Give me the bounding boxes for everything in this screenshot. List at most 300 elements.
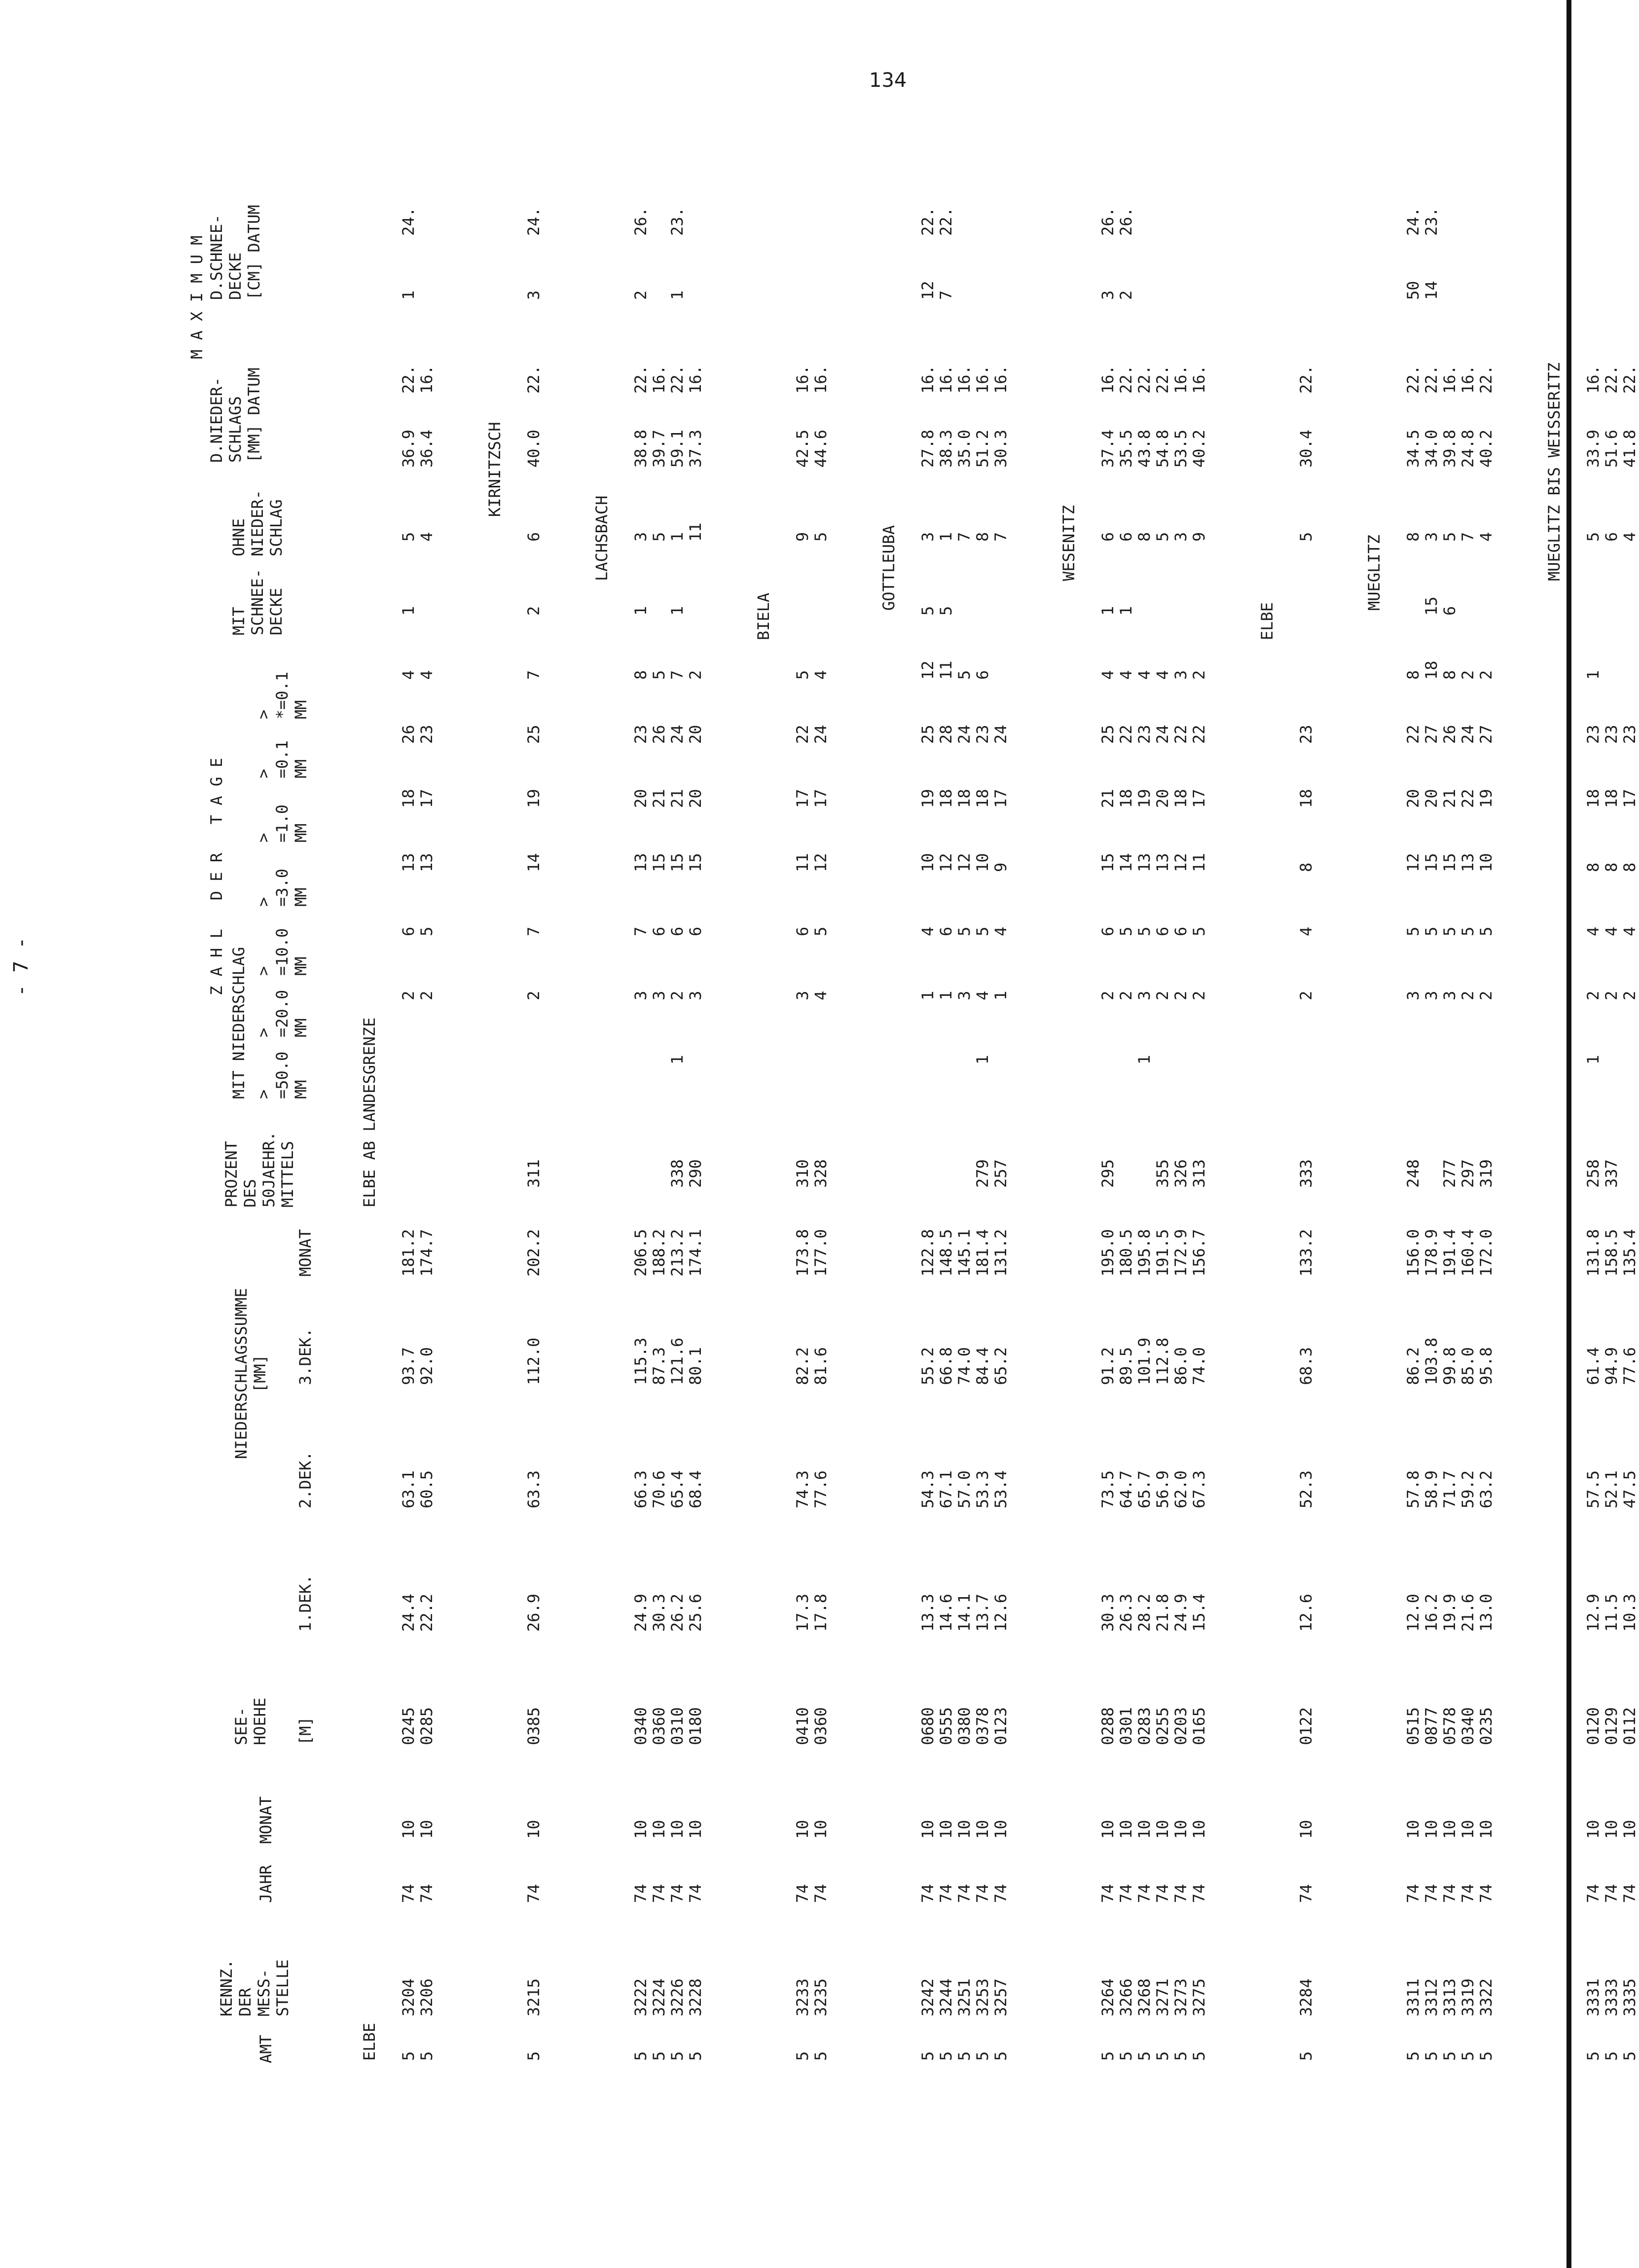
cell-seehoehe: 0122 (1297, 1707, 1315, 1745)
cell-dek2: 74.3 (793, 1470, 812, 1508)
cell-amt: 5 (1171, 2051, 1190, 2061)
cell-jahr: 74 (793, 1884, 812, 1903)
cell-tage-1: 18 (1171, 789, 1190, 808)
cell-jahr: 74 (1171, 1884, 1190, 1903)
cell-seehoehe: 0340 (631, 1707, 650, 1745)
cell-prozent: 311 (524, 1159, 543, 1188)
cell-dek2: 63.2 (1477, 1470, 1495, 1508)
cell-max-nieder: 40.2 (1190, 429, 1208, 468)
cell-dek3: 112.0 (524, 1337, 543, 1385)
cell-tage-star: 4 (1098, 670, 1117, 680)
header-zahl-der-tage: Z A H L D E R T A G E (207, 758, 226, 995)
page-marker: - 7 - (10, 937, 33, 997)
cell-amt: 5 (937, 2051, 955, 2061)
cell-tage-3: 14 (1117, 853, 1135, 872)
cell-ohne-nieder: 6 (1098, 532, 1117, 542)
cell-monat: 10 (1602, 1820, 1621, 1839)
cell-max-nieder: 35.5 (1117, 429, 1135, 468)
cell-dek3: 101.9 (1135, 1337, 1154, 1385)
cell-tage-10: 6 (793, 926, 812, 936)
cell-dek3: 91.2 (1098, 1347, 1117, 1385)
cell-seehoehe: 0578 (1440, 1707, 1459, 1745)
cell-prozent: 248 (1404, 1159, 1422, 1188)
cell-tage-3: 8 (1602, 862, 1621, 872)
cell-max-nieder-datum: 22. (1153, 365, 1172, 394)
cell-tage-1: 20 (1153, 789, 1172, 808)
cell-prozent: 319 (1477, 1159, 1495, 1188)
cell-tage-10: 5 (1135, 926, 1154, 936)
cell-dek2: 57.5 (1584, 1470, 1603, 1508)
cell-monat-sum: 135.4 (1620, 1229, 1639, 1277)
cell-seehoehe: 0877 (1422, 1707, 1441, 1745)
cell-amt: 5 (1404, 2051, 1422, 2061)
cell-dek1: 13.3 (918, 1593, 937, 1632)
cell-dek3: 85.0 (1458, 1347, 1477, 1385)
cell-kennz: 3312 (1422, 1978, 1441, 2016)
cell-dek3: 84.4 (973, 1347, 992, 1385)
cell-tage-star: 2 (686, 670, 705, 680)
header-t10: > =10.0 MM (254, 928, 310, 976)
cell-jahr: 74 (811, 1884, 830, 1903)
cell-tage-10: 4 (1584, 926, 1603, 936)
cell-tage-01: 22 (1117, 725, 1135, 744)
cell-prozent: 328 (811, 1159, 830, 1188)
cell-tage-20: 2 (668, 990, 687, 1000)
cell-monat-sum: 148.5 (937, 1229, 955, 1277)
cell-max-schnee: 50 (1404, 281, 1422, 300)
cell-amt: 5 (1297, 2051, 1315, 2061)
cell-max-nieder-datum: 22. (1135, 365, 1154, 394)
cell-jahr: 74 (1602, 1884, 1621, 1903)
cell-amt: 5 (793, 2051, 812, 2061)
cell-dek1: 14.1 (955, 1593, 974, 1632)
cell-max-schnee-datum: 23. (668, 207, 687, 236)
cell-dek1: 15.4 (1190, 1593, 1208, 1632)
cell-tage-50: 1 (668, 1055, 687, 1064)
cell-tage-01: 27 (1422, 725, 1441, 744)
cell-amt: 5 (524, 2051, 543, 2061)
cell-monat-sum: 172.9 (1171, 1229, 1190, 1277)
cell-tage-10: 4 (918, 926, 937, 936)
cell-seehoehe: 0310 (668, 1707, 687, 1745)
cell-monat-sum: 180.5 (1117, 1229, 1135, 1277)
cell-tage-3: 8 (1584, 862, 1603, 872)
cell-max-schnee: 3 (1098, 290, 1117, 300)
cell-tage-3: 12 (1404, 853, 1422, 872)
cell-dek2: 68.4 (686, 1470, 705, 1508)
cell-max-nieder: 43.8 (1135, 429, 1154, 468)
cell-prozent: 290 (686, 1159, 705, 1188)
cell-monat: 10 (937, 1820, 955, 1839)
cell-kennz: 3251 (955, 1978, 974, 2016)
cell-amt: 5 (686, 2051, 705, 2061)
cell-tage-1: 19 (1477, 789, 1495, 808)
cell-tage-1: 21 (1098, 789, 1117, 808)
cell-max-nieder: 33.9 (1584, 429, 1603, 468)
cell-tage-3: 10 (918, 853, 937, 872)
cell-seehoehe: 0380 (955, 1707, 974, 1745)
cell-monat-sum: 188.2 (650, 1229, 668, 1277)
cell-tage-10: 7 (631, 926, 650, 936)
cell-ohne-nieder: 4 (417, 532, 436, 542)
cell-tage-01: 22 (1190, 725, 1208, 744)
cell-monat-sum: 195.0 (1098, 1229, 1117, 1277)
cell-dek2: 63.1 (399, 1470, 418, 1508)
header-prozent: PROZENT DES 50JAEHR. MITTELS (222, 1131, 297, 1207)
page-edge (1566, 0, 1571, 2268)
cell-amt: 5 (650, 2051, 668, 2061)
cell-tage-10: 5 (1477, 926, 1495, 936)
section-label: WESENITZ (1059, 505, 1078, 581)
cell-monat-sum: 156.7 (1190, 1229, 1208, 1277)
cell-tage-3: 11 (793, 853, 812, 872)
cell-dek2: 64.7 (1117, 1470, 1135, 1508)
cell-tage-10: 6 (1171, 926, 1190, 936)
header-max-nieder: D.NIEDER- SCHLAGS [MM] DATUM (207, 367, 263, 463)
cell-tage-1: 17 (417, 789, 436, 808)
cell-tage-3: 13 (1135, 853, 1154, 872)
cell-tage-10: 5 (1458, 926, 1477, 936)
cell-max-nieder: 37.4 (1098, 429, 1117, 468)
cell-amt: 5 (1422, 2051, 1441, 2061)
header-seehoehe-unit: [M] (296, 1717, 315, 1745)
cell-monat: 10 (1584, 1820, 1603, 1839)
cell-dek1: 28.2 (1135, 1593, 1154, 1632)
cell-amt: 5 (991, 2051, 1010, 2061)
cell-tage-3: 15 (1440, 853, 1459, 872)
cell-ohne-nieder: 11 (686, 522, 705, 542)
header-kennz: KENNZ. DER MESS- STELLE (217, 1959, 292, 2016)
cell-tage-star: 3 (1171, 670, 1190, 680)
cell-tage-3: 15 (668, 853, 687, 872)
cell-dek3: 99.8 (1440, 1347, 1459, 1385)
cell-tage-1: 18 (1602, 789, 1621, 808)
cell-jahr: 74 (918, 1884, 937, 1903)
cell-jahr: 74 (1458, 1884, 1477, 1903)
cell-tage-10: 5 (1422, 926, 1441, 936)
cell-ohne-nieder: 9 (1190, 532, 1208, 542)
cell-ohne-nieder: 9 (793, 532, 812, 542)
cell-seehoehe: 0360 (811, 1707, 830, 1745)
cell-tage-10: 6 (399, 926, 418, 936)
cell-dek3: 115.3 (631, 1337, 650, 1385)
cell-max-nieder: 38.8 (631, 429, 650, 468)
cell-tage-01: 24 (668, 725, 687, 744)
cell-prozent: 258 (1584, 1159, 1603, 1188)
cell-max-nieder: 38.3 (937, 429, 955, 468)
cell-tage-10: 5 (955, 926, 974, 936)
cell-jahr: 74 (1422, 1884, 1441, 1903)
cell-tage-star: 8 (1404, 670, 1422, 680)
cell-amt: 5 (1153, 2051, 1172, 2061)
cell-tage-1: 18 (1297, 789, 1315, 808)
cell-max-nieder: 42.5 (793, 429, 812, 468)
cell-tage-star: 4 (1117, 670, 1135, 680)
cell-schneedecke: 15 (1422, 596, 1441, 616)
cell-amt: 5 (918, 2051, 937, 2061)
cell-jahr: 74 (1153, 1884, 1172, 1903)
cell-tage-01: 24 (811, 725, 830, 744)
cell-tage-1: 18 (973, 789, 992, 808)
cell-tage-20: 2 (1098, 990, 1117, 1000)
cell-tage-star: 5 (955, 670, 974, 680)
cell-max-nieder-datum: 16. (686, 365, 705, 394)
cell-ohne-nieder: 8 (1404, 532, 1422, 542)
cell-tage-1: 21 (1440, 789, 1459, 808)
cell-tage-3: 15 (1422, 853, 1441, 872)
cell-tage-1: 20 (686, 789, 705, 808)
cell-jahr: 74 (973, 1884, 992, 1903)
cell-monat-sum: 172.0 (1477, 1229, 1495, 1277)
cell-monat: 10 (631, 1820, 650, 1839)
cell-tage-star: 4 (811, 670, 830, 680)
cell-tage-3: 13 (1153, 853, 1172, 872)
cell-max-nieder-datum: 16. (1171, 365, 1190, 394)
cell-monat-sum: 181.4 (973, 1229, 992, 1277)
cell-tage-01: 25 (918, 725, 937, 744)
cell-tage-1: 22 (1458, 789, 1477, 808)
cell-amt: 5 (417, 2051, 436, 2061)
cell-monat: 10 (1458, 1820, 1477, 1839)
cell-prozent: 355 (1153, 1159, 1172, 1188)
cell-prozent: 277 (1440, 1159, 1459, 1188)
cell-tage-01: 23 (1602, 725, 1621, 744)
cell-kennz: 3313 (1440, 1978, 1459, 2016)
cell-tage-01: 23 (1135, 725, 1154, 744)
cell-tage-01: 25 (1098, 725, 1117, 744)
cell-tage-20: 4 (973, 990, 992, 1000)
cell-dek1: 26.2 (668, 1593, 687, 1632)
cell-dek2: 70.6 (650, 1470, 668, 1508)
cell-tage-star: 4 (1153, 670, 1172, 680)
cell-monat: 10 (399, 1820, 418, 1839)
cell-kennz: 3226 (668, 1978, 687, 2016)
cell-tage-10: 7 (524, 926, 543, 936)
cell-tage-20: 3 (650, 990, 668, 1000)
cell-max-schnee-datum: 26. (631, 207, 650, 236)
cell-tage-20: 2 (1171, 990, 1190, 1000)
cell-schneedecke: 1 (668, 606, 687, 616)
cell-monat-sum: 177.0 (811, 1229, 830, 1277)
cell-ohne-nieder: 3 (1171, 532, 1190, 542)
cell-jahr: 74 (1477, 1884, 1495, 1903)
cell-monat: 10 (1404, 1820, 1422, 1839)
section-sublabel: ELBE AB LANDESGRENZE (360, 1017, 379, 1207)
cell-dek1: 10.3 (1620, 1593, 1639, 1632)
cell-monat: 10 (417, 1820, 436, 1839)
cell-monat: 10 (686, 1820, 705, 1839)
cell-seehoehe: 0235 (1477, 1707, 1495, 1745)
cell-tage-1: 20 (1404, 789, 1422, 808)
cell-kennz: 3215 (524, 1978, 543, 2016)
cell-kennz: 3322 (1477, 1978, 1495, 2016)
section-label: MUEGLITZ (1365, 534, 1384, 611)
cell-tage-01: 27 (1477, 725, 1495, 744)
cell-amt: 5 (1584, 2051, 1603, 2061)
section-label: ELBE (360, 2022, 379, 2061)
cell-dek3: 77.6 (1620, 1347, 1639, 1385)
cell-amt: 5 (1135, 2051, 1154, 2061)
cell-tage-20: 2 (1620, 990, 1639, 1000)
header-mit-niederschlag: MIT NIEDERSCHLAG (229, 947, 248, 1099)
cell-seehoehe: 0255 (1153, 1707, 1172, 1745)
cell-monat: 10 (973, 1820, 992, 1839)
cell-tage-01: 28 (937, 725, 955, 744)
cell-ohne-nieder: 6 (1602, 532, 1621, 542)
cell-amt: 5 (1098, 2051, 1117, 2061)
cell-schneedecke: 1 (1098, 606, 1117, 616)
cell-seehoehe: 0378 (973, 1707, 992, 1745)
cell-tage-20: 3 (631, 990, 650, 1000)
header-niederschlagssumme: NIEDERSCHLAGSSUMME [MM] (232, 1288, 269, 1459)
cell-dek3: 82.2 (793, 1347, 812, 1385)
cell-tage-star: 18 (1422, 660, 1441, 680)
cell-tage-star: 5 (650, 670, 668, 680)
cell-kennz: 3235 (811, 1978, 830, 2016)
cell-monat-sum: 213.2 (668, 1229, 687, 1277)
cell-dek2: 47.5 (1620, 1470, 1639, 1508)
cell-schneedecke: 1 (1117, 606, 1135, 616)
cell-dek3: 86.0 (1171, 1347, 1190, 1385)
cell-dek3: 95.8 (1477, 1347, 1495, 1385)
cell-dek2: 66.3 (631, 1470, 650, 1508)
cell-seehoehe: 0410 (793, 1707, 812, 1745)
cell-tage-10: 5 (1117, 926, 1135, 936)
header-tstar: > *=0.1 MM (254, 671, 310, 719)
cell-jahr: 74 (686, 1884, 705, 1903)
cell-max-nieder-datum: 22. (1602, 365, 1621, 394)
cell-tage-10: 5 (1190, 926, 1208, 936)
cell-max-nieder: 30.3 (991, 429, 1010, 468)
cell-kennz: 3253 (973, 1978, 992, 2016)
cell-tage-01: 24 (991, 725, 1010, 744)
cell-tage-1: 17 (811, 789, 830, 808)
cell-jahr: 74 (1440, 1884, 1459, 1903)
cell-tage-star: 7 (524, 670, 543, 680)
cell-dek1: 24.4 (399, 1593, 418, 1632)
section-label: KIRNITZSCH (485, 422, 504, 517)
cell-jahr: 74 (937, 1884, 955, 1903)
cell-monat: 10 (811, 1820, 830, 1839)
cell-tage-star: 4 (1135, 670, 1154, 680)
cell-seehoehe: 0123 (991, 1707, 1010, 1745)
cell-monat-sum: 195.8 (1135, 1229, 1154, 1277)
cell-tage-10: 5 (417, 926, 436, 936)
cell-max-nieder-datum: 16. (1440, 365, 1459, 394)
cell-tage-1: 20 (631, 789, 650, 808)
cell-kennz: 3284 (1297, 1978, 1315, 2016)
cell-monat-sum: 173.8 (793, 1229, 812, 1277)
header-mit-schnee: MIT SCHNEE- DECKE (229, 569, 286, 635)
cell-kennz: 3319 (1458, 1978, 1477, 2016)
cell-jahr: 74 (417, 1884, 436, 1903)
cell-max-schnee: 2 (1117, 290, 1135, 300)
cell-prozent: 337 (1602, 1159, 1621, 1188)
cell-tage-01: 23 (631, 725, 650, 744)
cell-tage-01: 23 (1620, 725, 1639, 744)
cell-monat: 10 (524, 1820, 543, 1839)
cell-ohne-nieder: 3 (1422, 532, 1441, 542)
cell-seehoehe: 0680 (918, 1707, 937, 1745)
cell-ohne-nieder: 5 (1297, 532, 1315, 542)
cell-max-nieder-datum: 22. (631, 365, 650, 394)
cell-schneedecke: 2 (524, 606, 543, 616)
cell-amt: 5 (1117, 2051, 1135, 2061)
cell-tage-01: 26 (399, 725, 418, 744)
cell-ohne-nieder: 5 (811, 532, 830, 542)
cell-kennz: 3264 (1098, 1978, 1117, 2016)
cell-kennz: 3311 (1404, 1978, 1422, 2016)
cell-tage-3: 15 (1098, 853, 1117, 872)
header-t3: > =3.0 MM (254, 868, 310, 907)
cell-dek2: 71.7 (1440, 1470, 1459, 1508)
cell-seehoehe: 0340 (1458, 1707, 1477, 1745)
cell-tage-star: 4 (417, 670, 436, 680)
cell-monat-sum: 174.1 (686, 1229, 705, 1277)
cell-max-schnee-datum: 24. (1404, 207, 1422, 236)
cell-tage-01: 23 (1297, 725, 1315, 744)
cell-tage-20: 3 (955, 990, 974, 1000)
section-label: GOTTLEUBA (879, 525, 898, 611)
cell-seehoehe: 0120 (1584, 1707, 1603, 1745)
cell-tage-1: 18 (937, 789, 955, 808)
cell-prozent: 297 (1458, 1159, 1477, 1188)
cell-tage-1: 19 (918, 789, 937, 808)
cell-tage-1: 17 (793, 789, 812, 808)
cell-monat: 10 (1171, 1820, 1190, 1839)
cell-tage-10: 4 (1602, 926, 1621, 936)
cell-tage-1: 21 (668, 789, 687, 808)
cell-tage-01: 26 (650, 725, 668, 744)
cell-seehoehe: 0112 (1620, 1707, 1639, 1745)
cell-kennz: 3257 (991, 1978, 1010, 2016)
cell-max-nieder-datum: 22. (1422, 365, 1441, 394)
cell-tage-20: 3 (1135, 990, 1154, 1000)
cell-amt: 5 (631, 2051, 650, 2061)
cell-tage-01: 25 (524, 725, 543, 744)
cell-max-nieder: 51.6 (1602, 429, 1621, 468)
cell-schneedecke: 5 (937, 606, 955, 616)
cell-dek3: 93.7 (399, 1347, 418, 1385)
cell-tage-01: 23 (1584, 725, 1603, 744)
cell-dek1: 30.3 (650, 1593, 668, 1632)
cell-max-nieder-datum: 16. (991, 365, 1010, 394)
cell-dek1: 11.5 (1602, 1593, 1621, 1632)
cell-tage-20: 1 (991, 990, 1010, 1000)
cell-tage-3: 13 (399, 853, 418, 872)
cell-dek2: 57.0 (955, 1470, 974, 1508)
cell-seehoehe: 0283 (1135, 1707, 1154, 1745)
cell-ohne-nieder: 7 (991, 532, 1010, 542)
cell-tage-star: 2 (1190, 670, 1208, 680)
cell-tage-3: 13 (1458, 853, 1477, 872)
section-label: MUEGLITZ BIS WEISSERITZ (1545, 362, 1564, 581)
cell-max-nieder: 40.0 (524, 429, 543, 468)
cell-dek2: 59.2 (1458, 1470, 1477, 1508)
cell-max-nieder-datum: 16. (1098, 365, 1117, 394)
cell-tage-20: 2 (1584, 990, 1603, 1000)
cell-dek1: 26.3 (1117, 1593, 1135, 1632)
cell-tage-3: 8 (1620, 862, 1639, 872)
cell-tage-3: 12 (937, 853, 955, 872)
cell-tage-3: 14 (524, 853, 543, 872)
cell-max-schnee-datum: 22. (918, 207, 937, 236)
cell-dek3: 94.9 (1602, 1347, 1621, 1385)
cell-max-nieder-datum: 16. (650, 365, 668, 394)
header-t20: > =20.0 MM (254, 989, 310, 1037)
cell-tage-1: 18 (955, 789, 974, 808)
cell-max-nieder-datum: 16. (1190, 365, 1208, 394)
